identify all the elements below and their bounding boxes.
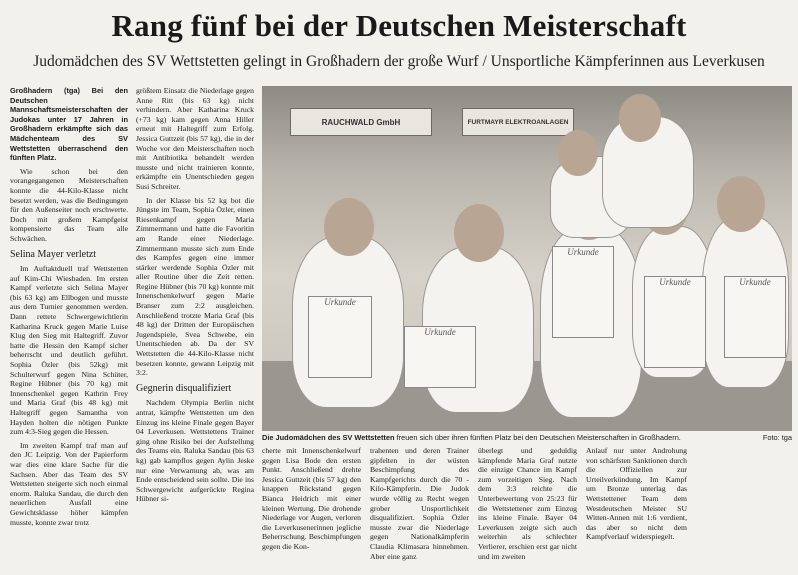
judoka-head [717, 176, 765, 232]
article-column-2 [136, 86, 254, 508]
paragraph: überlegt und geduldig kämpfende Maria Graf nutzte die einzige Chance im Kampf zum vorzeitigen Sieg. Nach dem 3:3 reichte die Unterbewertung von 25:23 für die Wettstettener zum Einzug ins kleine Finale. Bayer 04 Leverkusen zeigte sich auch weiterhin als schlechter Verlierer, erschien erst gar nicht und im zweiten [478, 446, 577, 561]
caption-text [262, 433, 681, 442]
headline: Rang fünf bei der Deutschen Meisterschaft [111, 8, 687, 43]
team-photo [262, 86, 792, 431]
judoka-head [619, 94, 661, 142]
judoka-head [454, 204, 504, 262]
photo-caption [262, 433, 792, 442]
certificate: Urkunde [552, 246, 614, 338]
certificate: Urkunde [404, 326, 476, 388]
article-lead: Großhadern (tga) Bei den Deutschen Mannschaftsmeisterschaften der Judokas unter 17 Jahren in Großhadern erkämpfte sich das Mädchenteam des SV Wettstetten überraschend den fünften Platz. [10, 86, 128, 163]
photo-credit: Foto: tga [762, 433, 792, 442]
paragraph: trahenten und deren Trainer gipfelten in der wüsten Beschimpfung des Kampfgerichts durch die 70 -Kilo-Kämpferin. Die Judok wurde völlig zu Recht wegen grober Unsportlichkeit disqualifiziert. Sophia Özler musste zwar die Niederlage gegen Nationalkämpferin Claudia Klimasara hinnehmen. Aber eine ganz [370, 446, 469, 561]
paragraph: größtem Einsatz die Niederlage gegen Anne Ritt (bis 63 kg) nicht verhindern. Aber Katharina Kruck (+73 kg) kam gegen Anna Hiller erneut mit Haltegriff zum Erfolg. Jessica Guttzeit (bis 57 kg), die in der Woche vor den Meisterschaften noch mit Antibiotika behandelt werden musste und nicht trainieren konnte, erkämpfte ein Unentschieden gegen Susi Schreiter. [136, 86, 254, 191]
subheadline: Judomädchen des SV Wettstetten gelingt in Großhadern der große Wurf / Unsportliche Kämpferinnen aus Leverkusen [33, 53, 765, 70]
paragraph: Im Auftaktduell traf Wettstetten auf Kim-Chi Wiesbaden. Im ersten Kampf verletzte sich Selina Mayer (bis 63 kg) am Ellbogen und musste aus dem Turnier genommen werden. Dann rettete Schwergewichtlerin Katharina Kruck gegen Marie Luise Klug den Sieg mit Haltegriff. Zuvor hatte die Hessin den Kampf sicher beherrscht und deutlich geführt. Sophia Özler (bis 52kg) mit Schulterwurf gegen Nina Schüter, Regine Hübner (bis 70 kg) mit Innenschenkel gegen Kathrin Frey und Maria Graf (bis 48 kg) mit Haltegriff gegen Samantha von Hayden holten die nötigen Punkte zum 4:3-Sieg gegen die Hessen. [10, 264, 128, 437]
article-column-6 [586, 446, 687, 545]
paragraph: Anlauf nur unter Androhung von schärfsten Sanktionen durch die Offiziellen zur Urteilverkündung. Im Kampf um Bronze unterlag das Wettstettener Team dem Westdeutschen Meister SU Witten-Annen mit 1:6 verdient, das aber so nicht dem Kampfverlauf widerspiegelt. [586, 446, 687, 542]
article-column-1 [10, 86, 128, 531]
paragraph: In der Klasse bis 52 kg bot die Jüngste im Team, Sophia Özler, einen Riesenkampf gegen Maria Zimmermann und hatte die Favoritin am Rande einer Niederlage. Zimmermann musste sich zum Ende des Kampfes gegen eine immer stärker werdende Sophia Özler mit aller Routine über die Zeit retten. Regine Hübner (bis 70 kg) konnte mit Innenschenkelwurf gegen Marie Branser zum 2:2 ausgleichen. Anschließend trotzte Maria Graf (bis 48 kg) der Dritten der Europäischen Jugendspiele, Svea Schwebe, ein Unentschieden ab. Da der SV Wettstetten die 44-Kilo-Klasse nicht besetzen konnte, gewann Leipzig mit 3:2. [136, 195, 254, 378]
article-column-5 [478, 446, 577, 564]
caption-rest: freuen sich über ihren fünften Platz bei den Deutschen Meisterschaften in Großhadern. [394, 433, 681, 442]
article-column-3 [262, 446, 361, 555]
certificate: Urkunde [308, 296, 372, 378]
paragraph: Im zweiten Kampf traf man auf den JC Leipzig. Von der Papierform war dies eine klare Sache für die Sachsen. Aber das Team des SV Wettstetten steigerte sich noch einmal enorm. Raluka Sandau, die durch den neuerlichen Ausfall eine Gewichtsklasse höher kämpfen musste, konnte zwar trotz [10, 440, 128, 527]
sponsor-banner: FURTMAYR ELEKTROANLAGEN [462, 108, 574, 136]
paragraph: Wie schon bei den vorangegangenen Meisterschaften konnte die 44-Kilo-Klasse nicht besetzt werden, was die Bedingungen für den Außenseiter noch erschwerte. Doch mit großem Kampfgeist kompensierte das Team alle Schwächen. [10, 166, 128, 243]
certificate: Urkunde [644, 276, 706, 368]
certificate: Urkunde [724, 276, 786, 358]
judoka-head [324, 198, 374, 256]
section-subtitle: Gegnerin disqualifiziert [136, 382, 232, 394]
judoka-head [558, 130, 598, 176]
caption-bold: Die Judomädchen des SV Wettstetten [262, 433, 395, 442]
paragraph: cherte mit Innenschenkelwurf gegen Lisa Bode den ersten Punkt. Anschließend drehte Jessica Guttzeit (bis 57 kg) den knappen Rückstand gegen Bianca Heidrich mit einer kleinen Wertung. Die drohende Niederlage vor Augen, verloren die Leverkusenerinnen jegliche Beherrschung. Beschimpfungen gegen die Kon- [262, 446, 361, 551]
article-column-4 [370, 446, 469, 564]
sponsor-banner: RAUCHWALD GmbH [290, 108, 432, 136]
paragraph: Nachdem Olympia Berlin nicht antrat, kämpfte Wettstetten um den Einzug ins kleine Finale gegen Bayer 04 Leverkusen. Wettstettens Trainer ging ohne Risiko bei der Aufstellung des Teams ein. Raluka Sandau (bis 63 kg) gab kampflos gegen Aylin Jeske nur eine Verwarnung ab, was am Ende entscheidend sein sollte. Die ins Schwergewicht aufgerückte Regina Hübner si- [136, 398, 254, 504]
section-subtitle: Selina Mayer verletzt [10, 248, 97, 260]
